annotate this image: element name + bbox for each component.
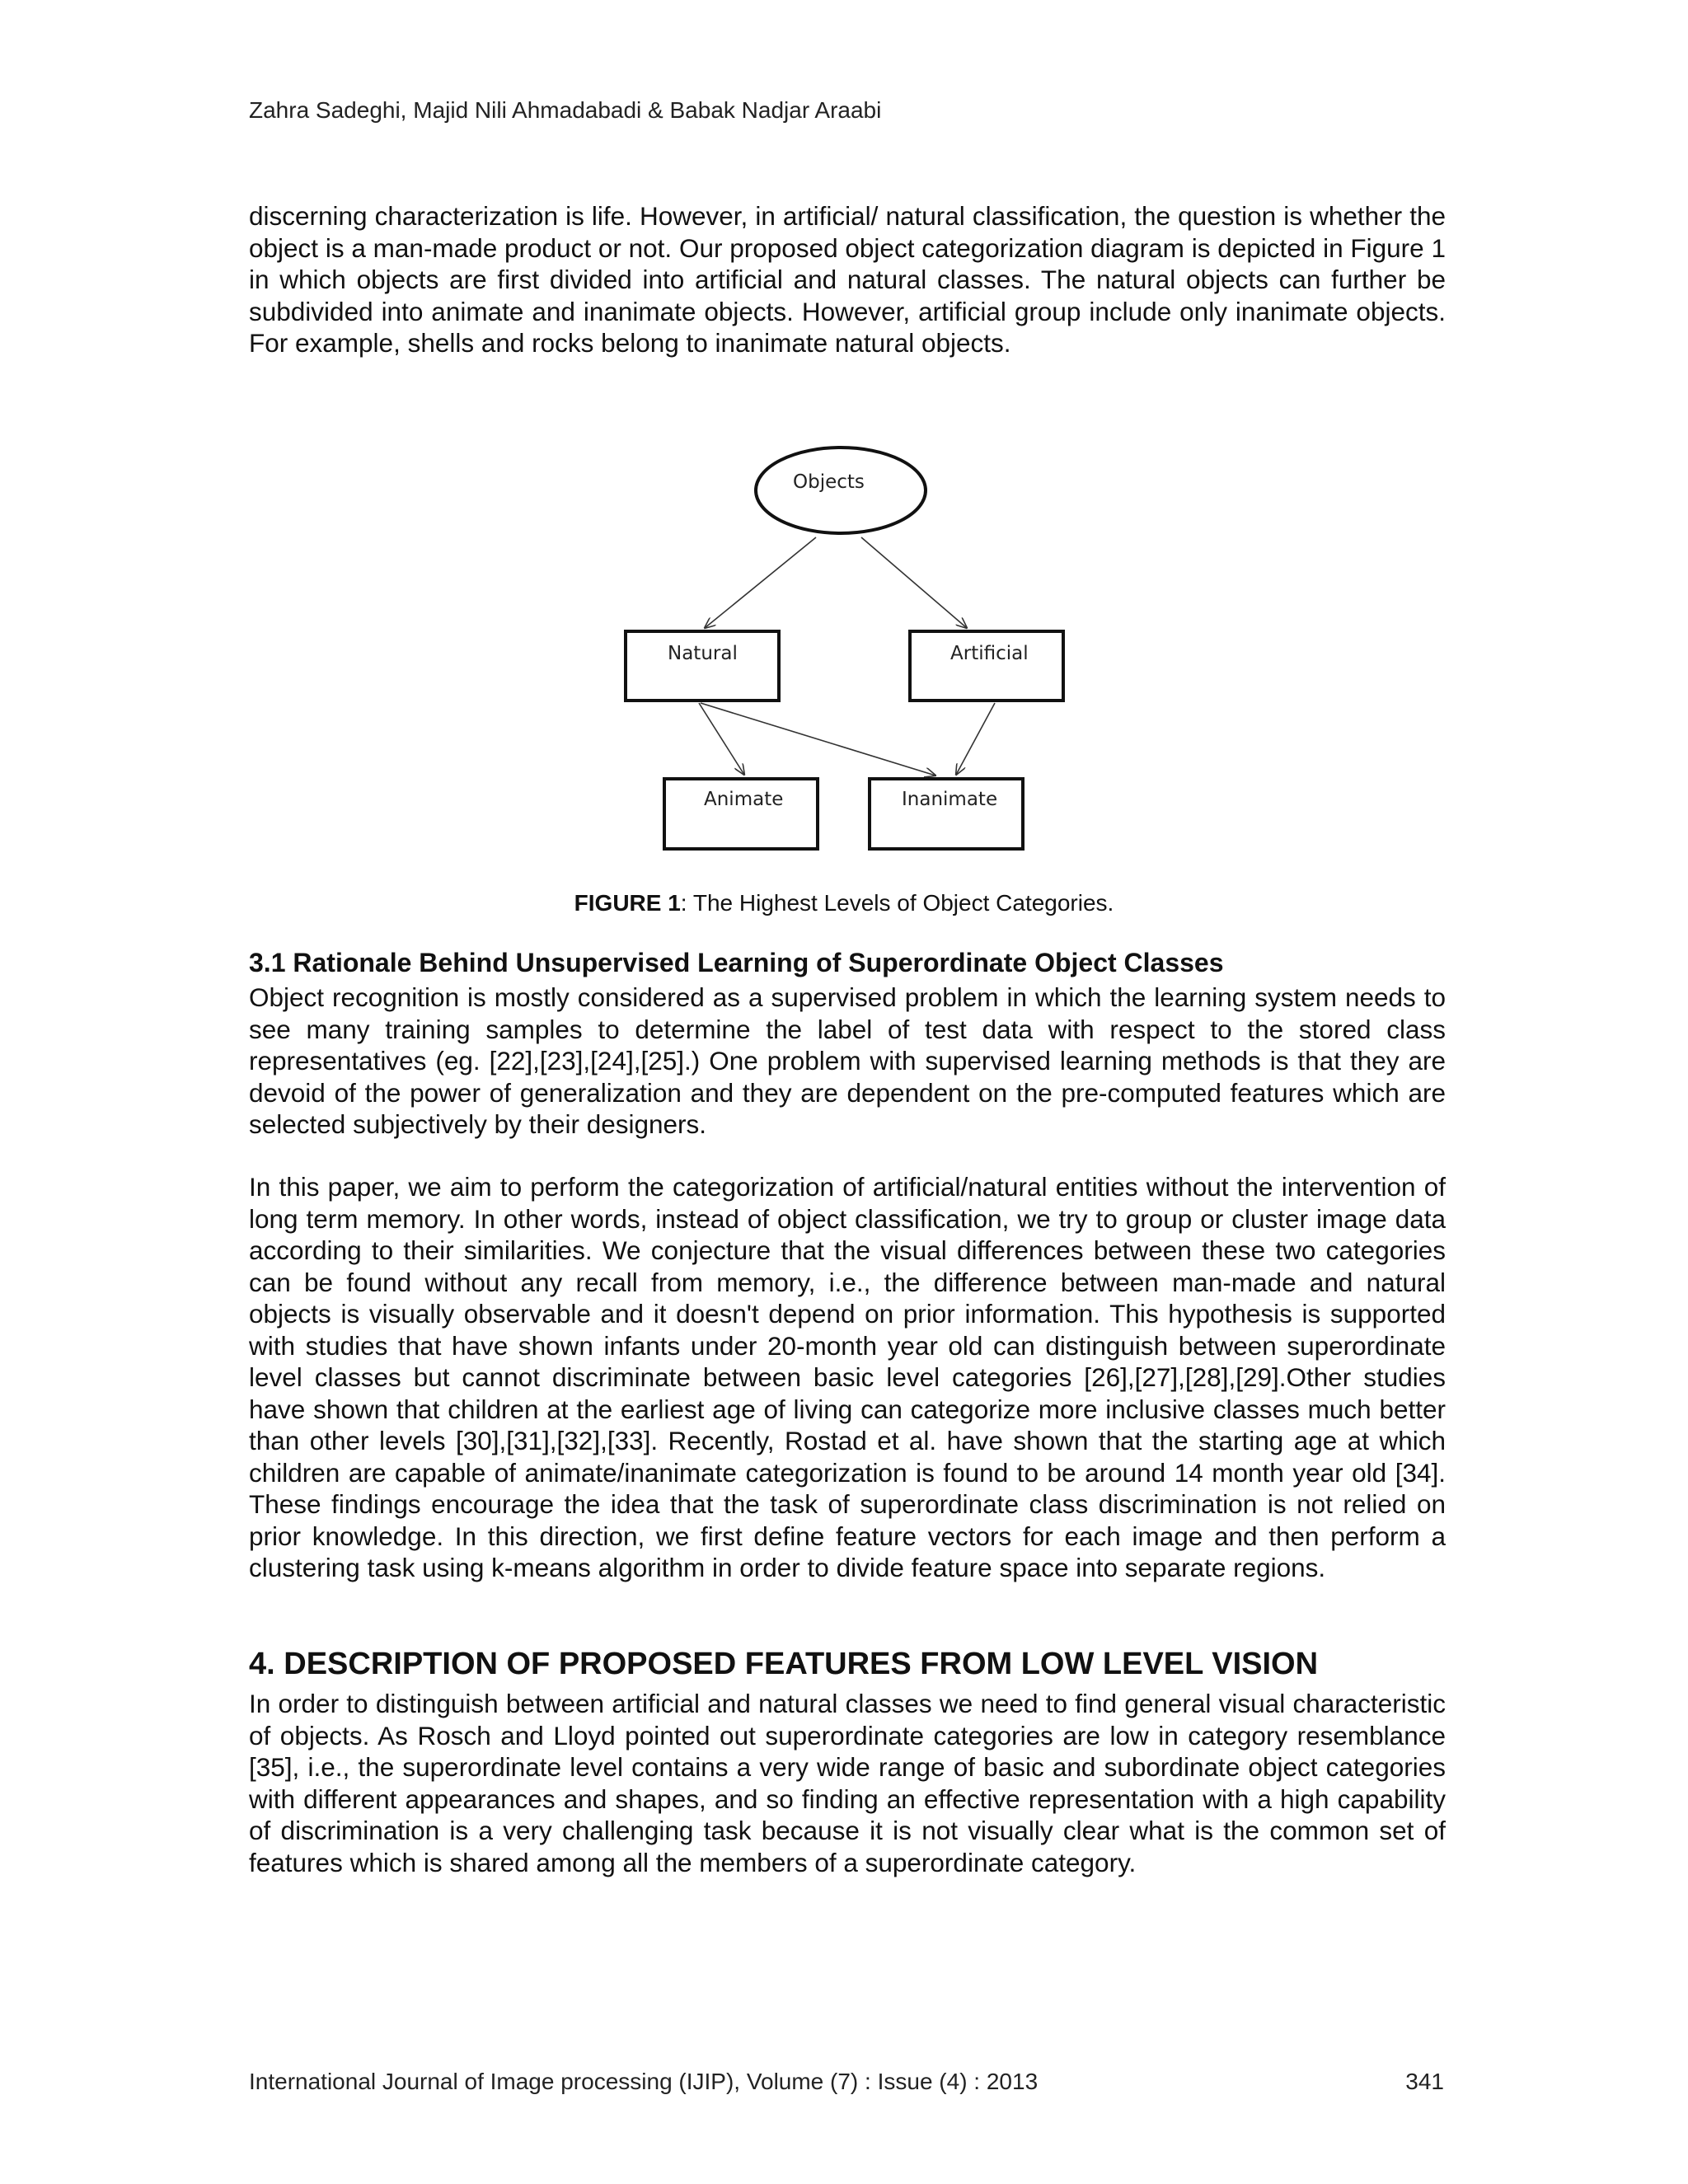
natural-label: Natural [668, 643, 738, 664]
animate-label: Animate [704, 789, 784, 810]
natural-node [626, 631, 779, 701]
objects-label: Objects [793, 471, 865, 493]
running-head-authors: Zahra Sadeghi, Majid Nili Ahmadabadi & Babak Nadjar Araabi [249, 97, 882, 123]
paragraph-hypothesis: In this paper, we aim to perform the categorization of artificial/natural entities without the intervention of long term memory. In other words, instead of object classification, we try to group or cluster image data according to their similarities. We conjecture that the visual differences between these two categories can be found without any recall from memory, i.e., the difference between man-made and natural objects is visually observable and it doesn't depend on prior information. This hypothesis is supported with studies that have shown infants under 20-month year old can distinguish between superordinate level classes but cannot discriminate between basic level categories [26],[27],[28],[29].Other studies have shown that children at the earliest age of living can categorize more inclusive classes much better than other levels [30],[31],[32],[33]. Recently, Rostad et al. have shown that the starting age at which children are capable of animate/inanimate categorization is found to be around 14 month year old [34]. These findings encourage the idea that the task of superordinate class discrimination is not relied on prior knowledge. In this direction, we first define feature vectors for each image and then perform a clustering task using k-means algorithm in order to divide feature space into separate regions. [249, 1172, 1446, 1582]
paragraph-supervised: Object recognition is mostly considered as a supervised problem in which the learning system needs to see many training samples to determine the label of test data with respect to the stored class representatives (eg. [22],[23],[24],[25].) One problem with supervised learning methods is that they are devoid of the power of generalization and they are dependent on the pre-computed features which are selected subjectively by their designers. [249, 982, 1446, 1139]
edge-artificial-inanimate [956, 703, 995, 775]
edge-objects-natural [705, 537, 816, 628]
category-diagram [610, 437, 1104, 865]
artificial-node [910, 631, 1063, 701]
figure-1-caption [0, 890, 1688, 916]
footer-page-number: 341 [1405, 2069, 1444, 2094]
edge-natural-inanimate [701, 703, 935, 776]
section-3-1-heading: 3.1 Rationale Behind Unsupervised Learning of Superordinate Object Classes [249, 948, 1224, 977]
paragraph-intro: discerning characterization is life. However, in artificial/ natural classification, the question is whether the object is a man-made product or not. Our proposed object categorization diagram is depicted in Figure 1 in which objects are first divided into artificial and natural classes. The natural objects can further be subdivided into animate and inanimate objects. However, artificial group include only inanimate objects. For example, shells and rocks belong to inanimate natural objects. [249, 201, 1446, 358]
artificial-label: Artificial [950, 643, 1029, 664]
inanimate-label: Inanimate [902, 789, 998, 810]
paragraph-features: In order to distinguish between artificial and natural classes we need to find general visual characteristic of objects. As Rosch and Lloyd pointed out superordinate categories are low in category resemblance [35], i.e., the superordinate level contains a very wide range of basic and subordinate object categories with different appearances and shapes, and so finding an effective representation with a high capability of discrimination is a very challenging task because it is not visually clear what is the common set of features which is shared among all the members of a superordinate category. [249, 1689, 1446, 1877]
figure-1-diagram [610, 437, 1104, 865]
caption-text: : The Highest Levels of Object Categories. [680, 890, 1114, 916]
caption-label: FIGURE 1 [574, 890, 681, 916]
section-4-heading: 4. DESCRIPTION OF PROPOSED FEATURES FROM LOW LEVEL VISION [249, 1647, 1319, 1681]
edge-objects-artificial [861, 537, 967, 628]
footer-journal: International Journal of Image processing (IJIP), Volume (7) : Issue (4) : 2013 [249, 2069, 1039, 2094]
